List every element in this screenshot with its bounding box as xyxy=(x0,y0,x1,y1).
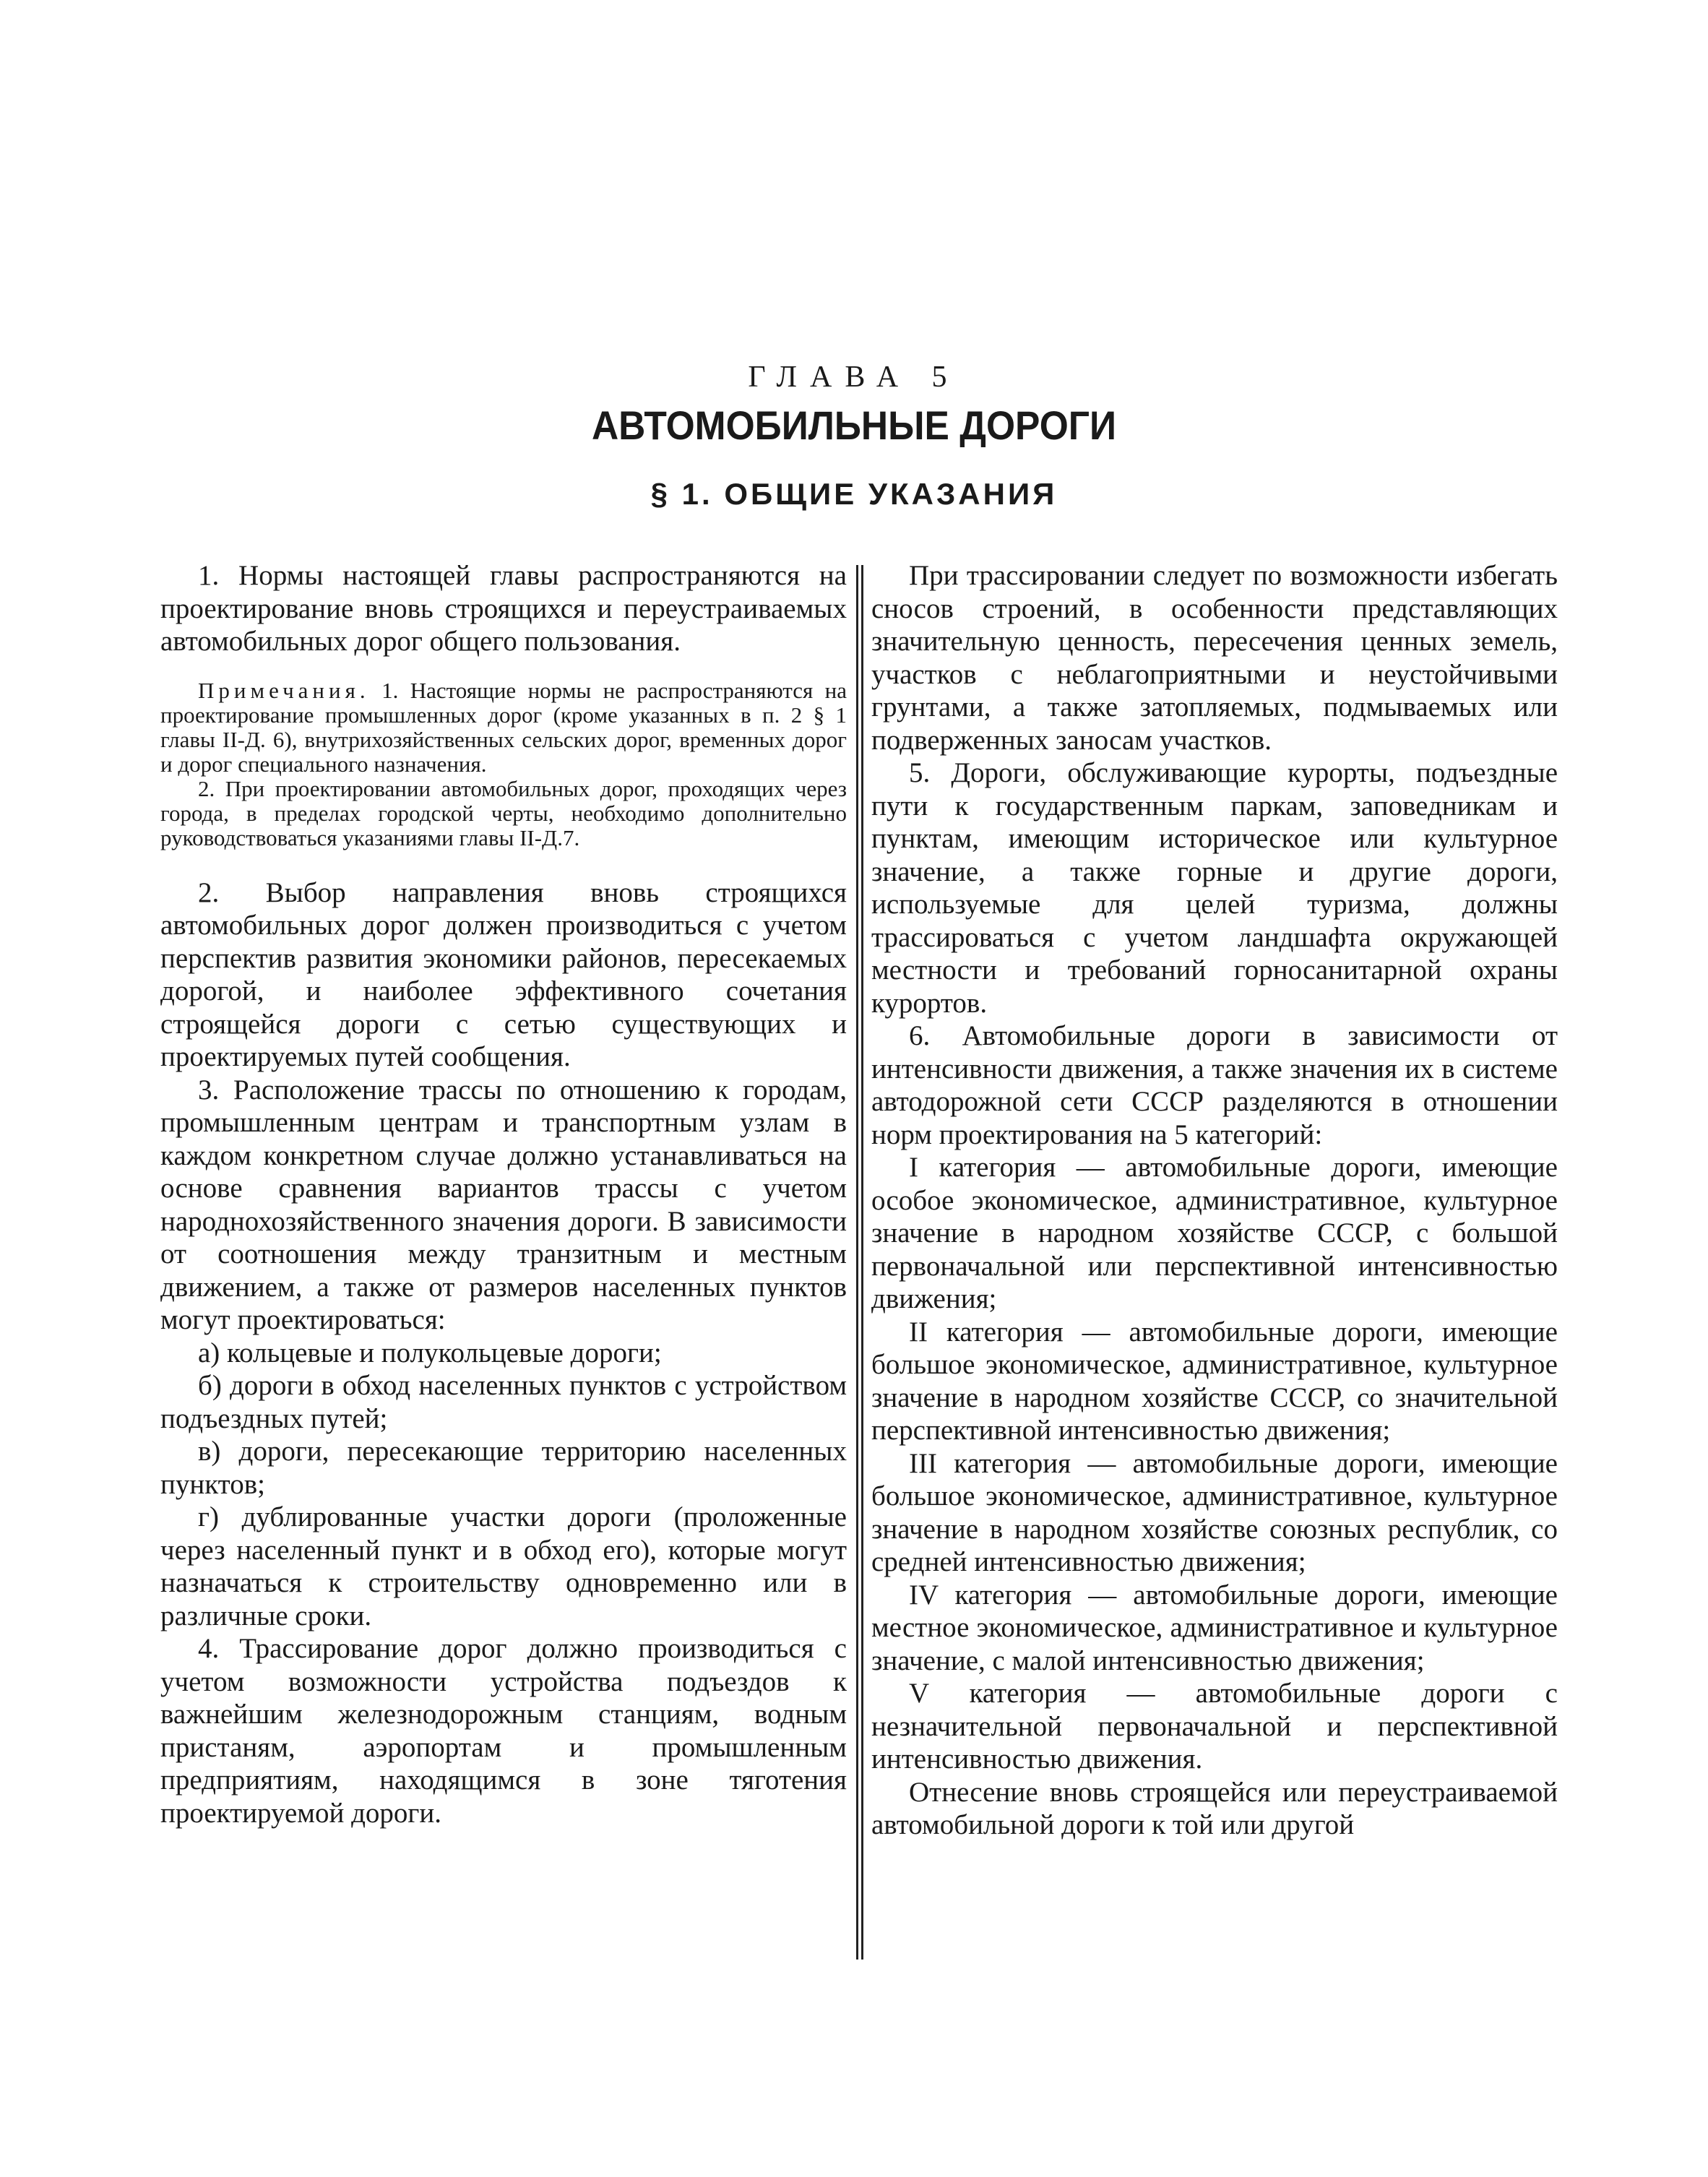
list-item-g: г) дублированные участки дороги (проложенные через населенный пункт и в обход его), которые могут назначаться к строительству одновременно или в различные сроки. xyxy=(160,1501,847,1631)
category-5: V категория — автомобильные дороги с незначительной первоначальной и перспективной интенсивностью движения. xyxy=(871,1678,1558,1775)
category-3: III категория — автомобильные дороги, имеющие большое экономическое, административное, культурное значение в народном хозяйстве союзных республик, со средней интенсивностью движения; xyxy=(871,1447,1558,1577)
left-column xyxy=(160,559,847,1829)
column-divider-left xyxy=(856,565,858,1960)
list-item-v: в) дороги, пересекающие территорию населенных пунктов; xyxy=(160,1436,847,1500)
paragraph-7: Отнесение вновь строящейся или переустраиваемой автомобильной дороги к той или другой xyxy=(871,1776,1558,1840)
note-2: 2. При проектировании автомобильных дорог, проходящих через города, в пределах городской черты, необходимо дополнительно руководствоваться указаниями главы II-Д.7. xyxy=(160,775,847,850)
right-column xyxy=(871,559,1558,1842)
note-1-text: 1. Настоящие нормы не распространяются на проектирование промышленных дорог (кроме указанных в п. 2 § 1 главы II-Д. 6), внутрихозяйственных сельских дорог, временных дорог и дорог специального назначения. xyxy=(160,677,847,777)
paragraph-6: 6. Автомобильные дороги в зависимости от интенсивности движения, а также значения их в системе автодорожной сети СССР разделяются в отношении норм проектирования на 5 категорий: xyxy=(871,1020,1558,1150)
paragraph-2: 2. Выбор направления вновь строящихся автомобильных дорог должен производиться с учетом перспектив развития экономики районов, пересекаемых дорогой, и наиболее эффективного сочетания строящейся дороги с сетью существующих и проектируемых путей сообщения. xyxy=(160,876,847,1072)
column-divider-right xyxy=(861,565,863,1960)
paragraph-tracing: При трассировании следует по возможности избегать сносов строений, в особенности представляющих значительную ценность, пересечения ценных земель, участков с неблагоприятными и неустойчивыми грунтами, а также затопляемых, подмываемых или подверженных заносам участков. xyxy=(871,560,1558,756)
notes-block xyxy=(160,678,847,850)
paragraph-4: 4. Трассирование дорог должно производиться с учетом возможности устройства подъездов к важнейшим железнодорожным станциям, водным пристаням, аэропортам и промышленным предприятиям, находящимся в зоне тяготения проектируемой дороги. xyxy=(160,1633,847,1829)
chapter-title: АВТОМОБИЛЬНЫЕ ДОРОГИ xyxy=(591,402,1117,448)
category-2: II категория — автомобильные дороги, имеющие большое экономическое, административное, культурное значение в народном хозяйстве СССР, со значительной перспективной интенсивностью движения; xyxy=(871,1316,1558,1446)
paragraph-5: 5. Дороги, обслуживающие курорты, подъездные пути к государственным паркам, заповедникам и пунктам, имеющим историческое или культурное значение, а также горные и другие дороги, используемые для целей туризма, должны трассироваться с учетом ландшафта окружающей местности и требований горносанитарной охраны курортов. xyxy=(871,757,1558,1019)
category-4: IV категория — автомобильные дороги, имеющие местное экономическое, административное и культурное значение, с малой интенсивностью движения; xyxy=(871,1579,1558,1676)
note-1 xyxy=(160,678,847,777)
section-title: § 1. ОБЩИЕ УКАЗАНИЯ xyxy=(650,477,1058,511)
chapter-label: ГЛАВА 5 xyxy=(748,361,960,394)
list-item-a: а) кольцевые и полукольцевые дороги; xyxy=(198,1337,662,1368)
paragraph-3: 3. Расположение трассы по отношению к городам, промышленным центрам и транспортным узлам в каждом конкретном случае должно устанавливаться на основе сравнения вариантов трассы с учетом народнохозяйственного значения дороги. В зависимости от соотношения между транзитным и местным движением, а также от размеров населенных пунктов могут проектироваться: xyxy=(160,1074,847,1335)
paragraph-1: 1. Нормы настоящей главы распространяются на проектирование вновь строящихся и переустраиваемых автомобильных дорог общего пользования. xyxy=(160,560,847,657)
note-label: Примечания. xyxy=(198,677,370,703)
category-1: I категория — автомобильные дороги, имеющие особое экономическое, административное, культурное значение в народном хозяйстве СССР, с большой первоначальной или перспективной интенсивностью движения; xyxy=(871,1152,1558,1314)
list-item-b: б) дороги в обход населенных пунктов с устройством подъездных путей; xyxy=(160,1370,847,1434)
